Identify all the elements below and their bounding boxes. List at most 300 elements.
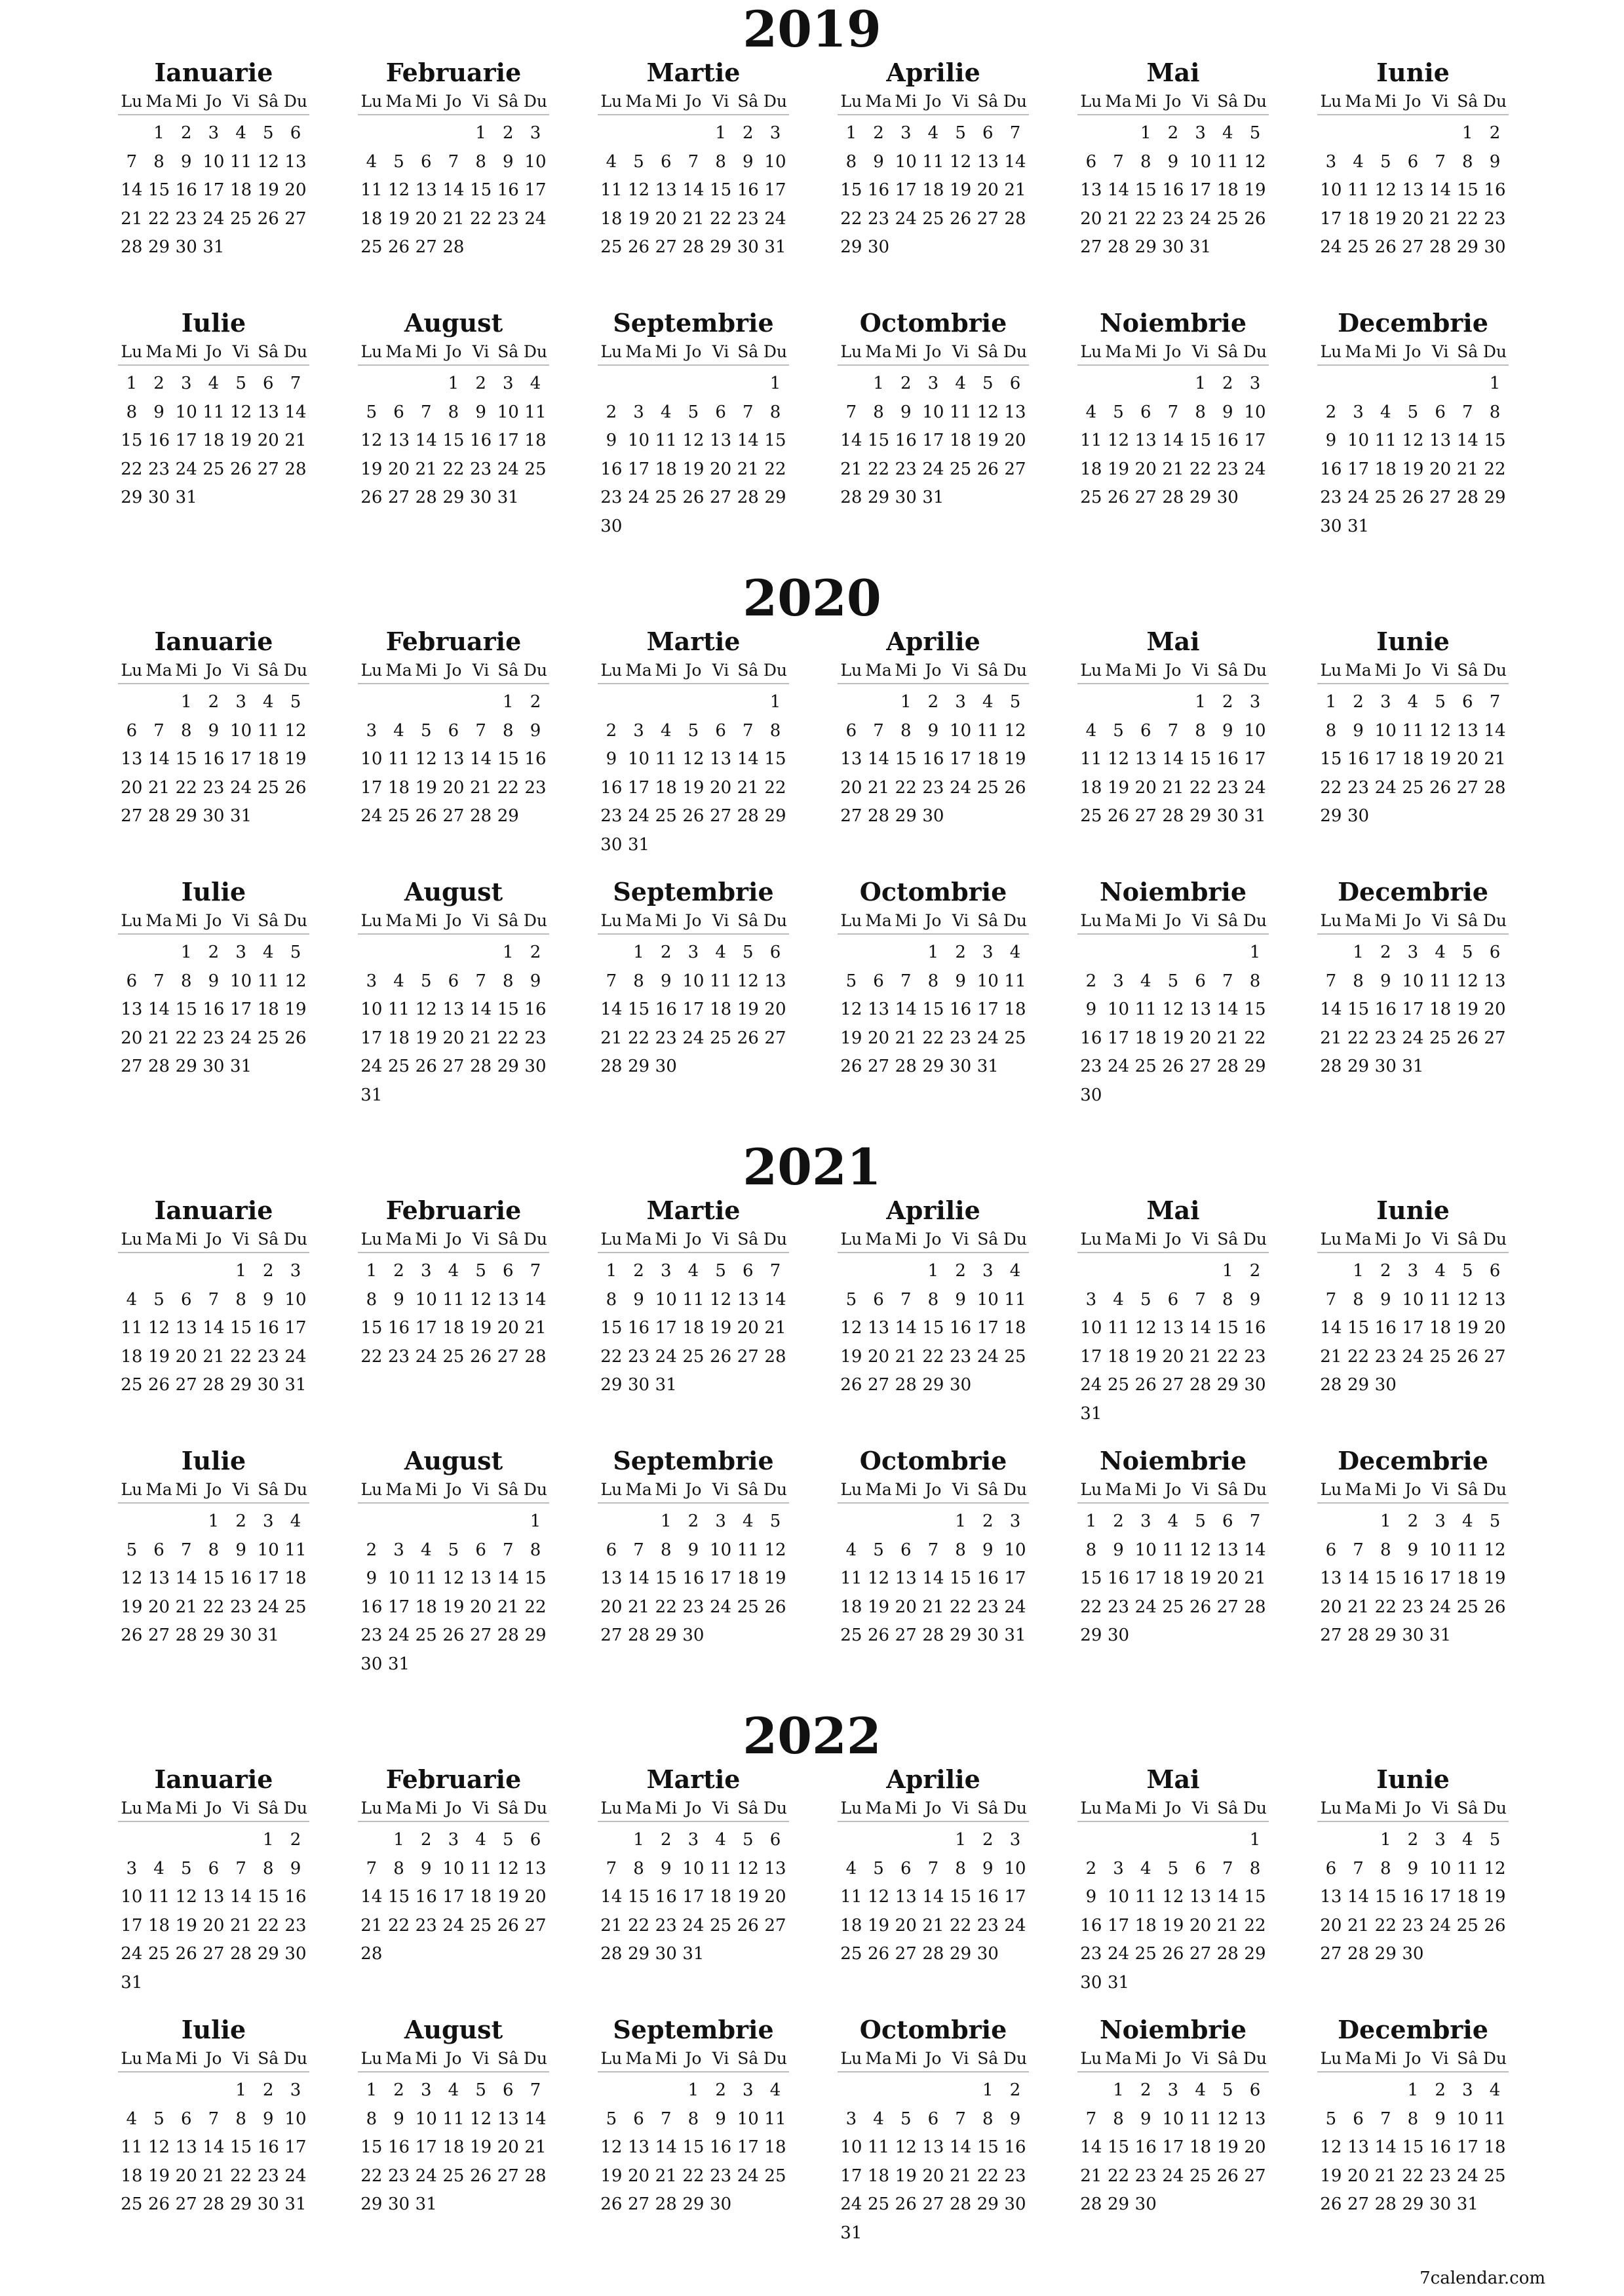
weekday-label: Sâ xyxy=(1217,1229,1239,1249)
month-name: Noiembrie xyxy=(1099,308,1247,338)
day-number: 27 xyxy=(895,1944,917,1964)
weekday-label: Lu xyxy=(1080,1798,1102,1818)
day-number: 31 xyxy=(1456,2194,1479,2214)
day-number: 17 xyxy=(1107,1915,1130,1936)
day-number: 6 xyxy=(715,720,726,741)
day-number: 9 xyxy=(660,971,672,991)
day-grid xyxy=(838,684,1029,831)
day-number: 27 xyxy=(1080,237,1102,257)
day-number: 7 xyxy=(660,2109,672,2129)
day-number: 16 xyxy=(1320,459,1342,479)
day-number: 18 xyxy=(1107,1346,1130,1367)
day-number: 21 xyxy=(1320,1346,1342,1367)
weekday-label: Jo xyxy=(445,91,462,111)
empty-cell xyxy=(227,1826,255,1855)
day-number: 16 xyxy=(147,431,170,450)
day-number: 6 xyxy=(1489,1261,1501,1281)
day-number: 11 xyxy=(867,2137,890,2157)
day-number: 16 xyxy=(230,1568,252,1588)
day-number: 16 xyxy=(922,749,944,769)
weekday-header xyxy=(1317,657,1509,684)
day-number: 8 xyxy=(927,971,939,991)
day-number: 17 xyxy=(1347,459,1370,479)
month-block xyxy=(118,308,309,513)
day-number: 29 xyxy=(1402,2194,1424,2214)
weekday-header xyxy=(358,1226,549,1253)
day-number: 20 xyxy=(203,1915,225,1936)
day-number: 25 xyxy=(1456,1915,1479,1936)
day-number: 20 xyxy=(175,2166,197,2186)
day-number: 1 xyxy=(1249,943,1261,962)
day-number: 2 xyxy=(715,2080,726,2100)
day-number: 7 xyxy=(1222,971,1233,991)
day-number: 2 xyxy=(263,1261,274,1281)
day-number: 27 xyxy=(121,1057,143,1076)
site-credit: 7calendar.com xyxy=(1420,2268,1545,2288)
day-number: 12 xyxy=(627,180,650,200)
day-number: 1 xyxy=(633,943,644,962)
month-block xyxy=(1317,1446,1509,1650)
day-number: 24 xyxy=(415,1346,437,1367)
weekday-label: Du xyxy=(1482,1229,1507,1249)
day-number: 1 xyxy=(873,374,884,393)
day-number: 13 xyxy=(257,402,279,422)
day-number: 27 xyxy=(1216,1597,1239,1617)
day-number: 24 xyxy=(360,1057,383,1076)
weekday-label: Du xyxy=(763,660,788,680)
weekday-label: Jo xyxy=(685,910,702,930)
weekday-label: Ma xyxy=(625,910,652,930)
empty-cell xyxy=(1159,1826,1187,1855)
weekday-label: Mi xyxy=(175,1798,198,1818)
day-grid xyxy=(1317,2072,1509,2219)
weekday-header xyxy=(838,1226,1029,1253)
day-number: 22 xyxy=(710,208,732,229)
empty-cell xyxy=(838,1508,865,1536)
day-grid xyxy=(1317,684,1509,831)
day-number: 25 xyxy=(360,237,383,257)
weekday-label: Mi xyxy=(895,91,918,111)
day-number: 21 xyxy=(497,1597,519,1617)
empty-cell xyxy=(865,2076,893,2105)
day-number: 14 xyxy=(655,2137,677,2157)
day-number: 30 xyxy=(257,2194,279,2214)
day-number: 22 xyxy=(1107,2166,1130,2186)
day-number: 23 xyxy=(257,2166,279,2186)
day-number: 13 xyxy=(737,1289,759,1310)
day-number: 30 xyxy=(922,806,944,826)
day-number: 25 xyxy=(1429,1346,1452,1367)
empty-cell xyxy=(385,370,413,399)
weekday-label: Du xyxy=(763,910,788,930)
weekday-header xyxy=(1077,907,1269,935)
day-number: 28 xyxy=(682,237,705,257)
day-number: 17 xyxy=(950,749,972,769)
day-number: 12 xyxy=(1216,2109,1239,2129)
day-number: 4 xyxy=(955,374,966,393)
weekday-label: Mi xyxy=(175,91,198,111)
day-number: 3 xyxy=(235,692,246,712)
day-number: 17 xyxy=(1134,1568,1157,1588)
day-number: 9 xyxy=(1407,1540,1419,1560)
day-number: 21 xyxy=(1162,777,1184,798)
day-number: 28 xyxy=(1162,806,1184,826)
day-number: 23 xyxy=(600,488,623,507)
day-number: 8 xyxy=(1380,1540,1391,1560)
day-number: 22 xyxy=(627,1028,650,1048)
day-number: 16 xyxy=(1429,2137,1452,2157)
day-number: 24 xyxy=(257,1597,279,1617)
day-number: 29 xyxy=(710,237,732,257)
day-number: 5 xyxy=(1489,1830,1501,1850)
day-number: 24 xyxy=(1244,777,1266,798)
day-number: 30 xyxy=(1107,1625,1130,1645)
day-number: 22 xyxy=(147,208,170,229)
day-number: 23 xyxy=(710,2166,732,2186)
weekday-label: Vi xyxy=(952,341,969,361)
day-number: 13 xyxy=(203,1887,225,1907)
day-number: 23 xyxy=(387,1346,410,1367)
empty-cell xyxy=(412,688,440,717)
day-number: 4 xyxy=(393,720,404,741)
day-number: 3 xyxy=(290,1261,301,1281)
day-number: 25 xyxy=(710,1915,732,1936)
day-number: 4 xyxy=(530,374,541,393)
weekday-label: Du xyxy=(1482,91,1507,111)
weekday-header xyxy=(1317,907,1509,935)
day-number: 25 xyxy=(257,1028,279,1048)
day-number: 11 xyxy=(284,1540,307,1560)
weekday-label: Sâ xyxy=(1217,1798,1239,1818)
weekday-label: Vi xyxy=(1191,660,1209,680)
day-number: 26 xyxy=(1320,2194,1342,2214)
day-number: 12 xyxy=(1004,720,1026,741)
day-number: 17 xyxy=(922,431,944,450)
weekday-label: Ma xyxy=(385,660,412,680)
weekday-header xyxy=(1317,88,1509,115)
weekday-label: Mi xyxy=(175,341,198,361)
day-number: 24 xyxy=(1347,488,1370,507)
day-number: 13 xyxy=(1162,1318,1184,1338)
day-number: 29 xyxy=(175,1057,197,1076)
day-number: 25 xyxy=(1456,1597,1479,1617)
day-number: 9 xyxy=(180,151,192,172)
day-number: 17 xyxy=(764,180,786,200)
day-number: 1 xyxy=(475,123,486,143)
empty-cell xyxy=(118,1508,145,1536)
day-number: 30 xyxy=(1429,2194,1452,2214)
day-number: 14 xyxy=(840,431,862,450)
day-number: 20 xyxy=(121,777,143,798)
day-number: 16 xyxy=(682,1568,705,1588)
weekday-label: Mi xyxy=(1374,1229,1397,1249)
day-number: 8 xyxy=(633,971,644,991)
weekday-label: Ma xyxy=(385,910,412,930)
day-number: 27 xyxy=(1484,1028,1506,1048)
day-number: 8 xyxy=(1353,1289,1364,1310)
day-number: 27 xyxy=(387,488,410,507)
day-number: 16 xyxy=(950,1000,972,1019)
day-number: 2 xyxy=(366,1540,377,1560)
day-number: 6 xyxy=(393,402,404,422)
day-number: 27 xyxy=(867,1057,890,1076)
day-number: 15 xyxy=(442,431,465,450)
day-number: 6 xyxy=(503,2080,514,2100)
day-number: 2 xyxy=(1249,1261,1261,1281)
day-number: 26 xyxy=(415,806,437,826)
day-number: 10 xyxy=(387,1568,410,1588)
day-number: 26 xyxy=(895,2194,917,2214)
day-number: 27 xyxy=(1162,1375,1184,1395)
day-number: 15 xyxy=(175,1000,197,1019)
day-number: 6 xyxy=(208,1858,220,1878)
month-block xyxy=(1317,58,1509,262)
empty-cell xyxy=(358,1826,385,1855)
day-number: 15 xyxy=(764,749,786,769)
day-number: 25 xyxy=(976,777,999,798)
weekday-label: Mi xyxy=(1374,2048,1397,2068)
day-number: 2 xyxy=(1407,1511,1419,1531)
day-number: 7 xyxy=(530,1261,541,1281)
weekday-label: Lu xyxy=(360,910,383,930)
day-number: 15 xyxy=(175,749,197,769)
day-number: 7 xyxy=(153,971,164,991)
day-number: 2 xyxy=(180,123,192,143)
day-number: 19 xyxy=(737,1000,759,1019)
day-number: 16 xyxy=(257,1318,279,1338)
day-number: 15 xyxy=(1189,431,1212,450)
day-number: 12 xyxy=(710,1289,732,1310)
day-number: 1 xyxy=(1380,1830,1391,1850)
empty-cell xyxy=(118,688,145,717)
day-number: 13 xyxy=(524,1858,547,1878)
day-number: 24 xyxy=(284,2166,307,2186)
day-number: 10 xyxy=(175,402,197,422)
day-number: 9 xyxy=(1222,720,1233,741)
weekday-label: Du xyxy=(283,910,308,930)
day-number: 10 xyxy=(360,749,383,769)
day-number: 12 xyxy=(1484,1540,1506,1560)
day-number: 25 xyxy=(655,488,677,507)
weekday-label: Du xyxy=(763,2048,788,2068)
day-number: 10 xyxy=(840,2137,862,2157)
day-number: 29 xyxy=(922,1057,944,1076)
day-number: 15 xyxy=(950,1568,972,1588)
weekday-label: Du xyxy=(1003,91,1028,111)
weekday-label: Sâ xyxy=(1217,91,1239,111)
weekday-label: Jo xyxy=(1404,2048,1421,2068)
day-number: 17 xyxy=(121,1915,143,1936)
weekday-label: Jo xyxy=(205,2048,222,2068)
empty-cell xyxy=(652,688,680,717)
day-number: 1 xyxy=(263,1830,274,1850)
day-number: 18 xyxy=(1134,1915,1157,1936)
empty-cell xyxy=(838,1257,865,1286)
weekday-label: Ma xyxy=(1105,660,1132,680)
month-name: Iulie xyxy=(181,308,246,338)
day-number: 19 xyxy=(737,1887,759,1907)
day-number: 11 xyxy=(1402,720,1424,741)
day-number: 30 xyxy=(1244,1375,1266,1395)
day-grid xyxy=(358,1504,549,1679)
day-number: 14 xyxy=(1374,2137,1397,2157)
day-number: 26 xyxy=(1216,2166,1239,2186)
day-number: 28 xyxy=(1216,1944,1239,1964)
weekday-label: Lu xyxy=(600,341,623,361)
day-number: 17 xyxy=(175,431,197,450)
day-number: 30 xyxy=(147,488,170,507)
day-number: 2 xyxy=(1380,943,1391,962)
weekday-label: Du xyxy=(283,91,308,111)
day-number: 30 xyxy=(1162,237,1184,257)
weekday-label: Mi xyxy=(895,1798,918,1818)
day-number: 1 xyxy=(366,2080,377,2100)
day-number: 17 xyxy=(442,1887,465,1907)
day-number: 3 xyxy=(393,1540,404,1560)
day-number: 27 xyxy=(1320,1944,1342,1964)
day-number: 8 xyxy=(208,1540,220,1560)
weekday-label: Jo xyxy=(925,1229,942,1249)
day-number: 23 xyxy=(655,1915,677,1936)
day-number: 5 xyxy=(1249,123,1261,143)
day-number: 28 xyxy=(175,1625,197,1645)
day-number: 26 xyxy=(147,1375,170,1395)
weekday-label: Du xyxy=(523,910,548,930)
empty-cell xyxy=(1077,2076,1105,2105)
day-number: 23 xyxy=(1402,1915,1424,1936)
weekday-header xyxy=(1317,1226,1509,1253)
day-number: 24 xyxy=(387,1625,410,1645)
day-number: 10 xyxy=(1162,2109,1184,2129)
day-number: 18 xyxy=(387,777,410,798)
day-number: 27 xyxy=(1189,1057,1212,1076)
day-number: 9 xyxy=(393,1289,404,1310)
day-number: 29 xyxy=(1244,1944,1266,1964)
day-number: 6 xyxy=(633,2109,644,2129)
day-number: 18 xyxy=(1004,1318,1026,1338)
empty-cell xyxy=(734,370,762,399)
weekday-label: Lu xyxy=(360,660,383,680)
day-number: 26 xyxy=(1402,488,1424,507)
day-number: 24 xyxy=(737,2166,759,2186)
day-number: 9 xyxy=(420,1858,432,1878)
day-number: 9 xyxy=(1407,1858,1419,1878)
weekday-label: Jo xyxy=(1165,660,1182,680)
day-number: 29 xyxy=(627,1944,650,1964)
weekday-label: Vi xyxy=(1431,341,1449,361)
day-number: 27 xyxy=(415,237,437,257)
day-number: 3 xyxy=(743,2080,754,2100)
day-number: 16 xyxy=(976,1887,999,1907)
day-number: 22 xyxy=(175,777,197,798)
day-number: 7 xyxy=(1435,151,1446,172)
day-number: 15 xyxy=(1080,1568,1102,1588)
empty-cell xyxy=(145,688,173,717)
day-number: 22 xyxy=(230,1346,252,1367)
day-number: 19 xyxy=(415,1028,437,1048)
day-number: 5 xyxy=(475,2080,486,2100)
day-number: 11 xyxy=(922,151,944,172)
month-block xyxy=(838,1446,1029,1650)
day-number: 14 xyxy=(470,1000,492,1019)
day-number: 16 xyxy=(497,180,519,200)
day-number: 5 xyxy=(1113,402,1124,422)
month-block xyxy=(358,308,549,513)
day-number: 31 xyxy=(257,1625,279,1645)
day-number: 7 xyxy=(1325,971,1337,991)
day-number: 13 xyxy=(710,749,732,769)
day-number: 14 xyxy=(895,1000,917,1019)
day-number: 1 xyxy=(1113,2080,1124,2100)
day-number: 14 xyxy=(922,1887,944,1907)
weekday-label: Vi xyxy=(232,660,250,680)
weekday-header xyxy=(838,2045,1029,2072)
weekday-label: Du xyxy=(1482,660,1507,680)
empty-cell xyxy=(865,1826,893,1855)
day-number: 13 xyxy=(1189,1000,1212,1019)
day-number: 18 xyxy=(1347,208,1370,229)
day-number: 13 xyxy=(867,1000,890,1019)
day-number: 17 xyxy=(737,2137,759,2157)
weekday-header xyxy=(1077,88,1269,115)
weekday-label: Du xyxy=(1482,910,1507,930)
day-number: 19 xyxy=(1189,1568,1212,1588)
empty-cell xyxy=(1077,370,1105,399)
day-number: 3 xyxy=(126,1858,138,1878)
day-number: 3 xyxy=(448,1830,459,1850)
month-block xyxy=(118,1196,309,1400)
day-number: 11 xyxy=(257,720,279,741)
day-number: 21 xyxy=(1244,1568,1266,1588)
day-number: 4 xyxy=(660,720,672,741)
day-number: 6 xyxy=(126,971,138,991)
weekday-label: Sâ xyxy=(977,2048,999,2068)
day-number: 3 xyxy=(1435,1830,1446,1850)
year-title: 2022 xyxy=(743,1707,881,1765)
day-number: 22 xyxy=(950,1915,972,1936)
day-number: 19 xyxy=(1484,1568,1506,1588)
day-number: 13 xyxy=(976,151,999,172)
day-number: 18 xyxy=(284,1568,307,1588)
weekday-label: Jo xyxy=(1165,1798,1182,1818)
day-number: 2 xyxy=(1325,402,1337,422)
day-number: 23 xyxy=(1429,2166,1452,2186)
weekday-label: Du xyxy=(523,1798,548,1818)
weekday-label: Jo xyxy=(1404,341,1421,361)
weekday-label: Mi xyxy=(1374,1798,1397,1818)
day-number: 20 xyxy=(895,1597,917,1617)
day-number: 5 xyxy=(263,123,274,143)
day-number: 20 xyxy=(764,1887,786,1907)
day-grid xyxy=(118,935,309,1081)
weekday-label: Du xyxy=(1482,341,1507,361)
day-number: 15 xyxy=(710,180,732,200)
day-number: 30 xyxy=(1320,516,1342,536)
day-number: 22 xyxy=(922,1028,944,1048)
day-number: 16 xyxy=(737,180,759,200)
day-number: 17 xyxy=(682,1000,705,1019)
day-number: 25 xyxy=(737,1597,759,1617)
day-number: 24 xyxy=(497,459,519,479)
weekday-header xyxy=(1077,338,1269,366)
weekday-label: Mi xyxy=(895,341,918,361)
empty-cell xyxy=(947,2076,975,2105)
day-number: 10 xyxy=(1429,1540,1452,1560)
day-number: 19 xyxy=(840,1346,862,1367)
day-number: 15 xyxy=(121,431,143,450)
day-number: 2 xyxy=(1085,971,1097,991)
weekday-label: Du xyxy=(523,1229,548,1249)
